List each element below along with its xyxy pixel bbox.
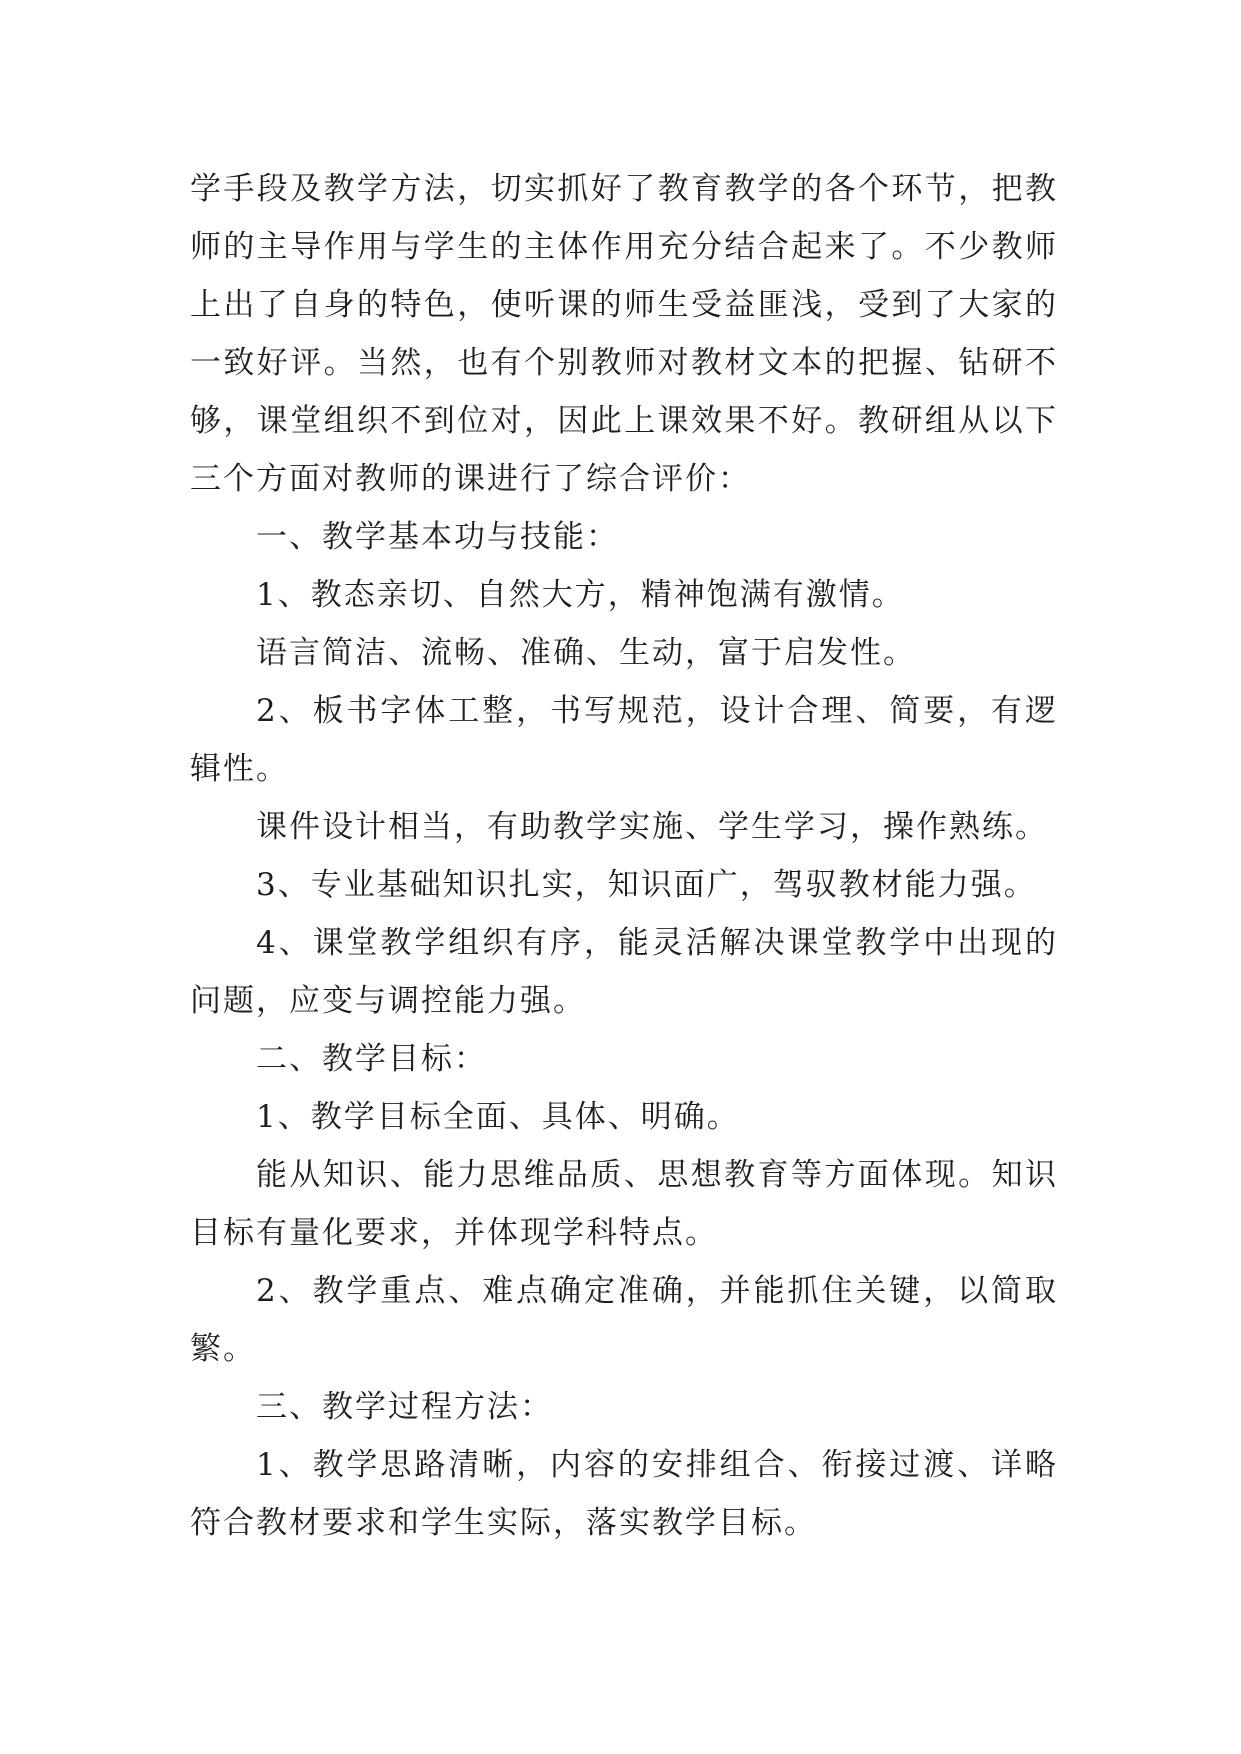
- section-heading: 三、教学过程方法：: [256, 1389, 553, 1425]
- body-paragraph: 语言简洁、流畅、准确、生动，富于启发性。: [256, 635, 916, 671]
- list-item: 1、教学目标全面、具体、明确。: [256, 1099, 740, 1135]
- list-item: 1、教学思路清晰，内容的安排组合、衔接过渡、详略符合教材要求和学生实际，落实教学目标。: [190, 1447, 1058, 1541]
- body-paragraph: 能从知识、能力思维品质、思想教育等方面体现。知识目标有量化要求，并体现学科特点。: [190, 1157, 1058, 1251]
- body-paragraph: 课件设计相当，有助教学实施、学生学习，操作熟练。: [256, 809, 1048, 845]
- section-heading: 一、教学基本功与技能：: [256, 519, 619, 555]
- list-item: 4、课堂教学组织有序，能灵活解决课堂教学中出现的问题，应变与调控能力强。: [190, 925, 1058, 1019]
- body-paragraph: 学手段及教学方法，切实抓好了教育教学的各个环节，把教师的主导作用与学生的主体作用充分结合起来了。不少教师上出了自身的特色，使听课的师生受益匪浅，受到了大家的一致好评。当然，也有个别教师对教材文本的把握、钻研不够，课堂组织不到位对，因此上课效果不好。教研组从以下三个方面对教师的课进行了综合评价：: [190, 171, 1058, 497]
- list-item: 3、专业基础知识扎实，知识面广，驾驭教材能力强。: [256, 867, 1037, 903]
- list-item: 2、教学重点、难点确定准确，并能抓住关键，以简取繁。: [190, 1273, 1058, 1367]
- section-heading: 二、教学目标：: [256, 1041, 487, 1077]
- document-body: [190, 160, 1058, 1552]
- list-item: 2、板书字体工整，书写规范，设计合理、简要，有逻辑性。: [190, 693, 1058, 787]
- list-item: 1、教态亲切、自然大方，精神饱满有激情。: [256, 577, 905, 613]
